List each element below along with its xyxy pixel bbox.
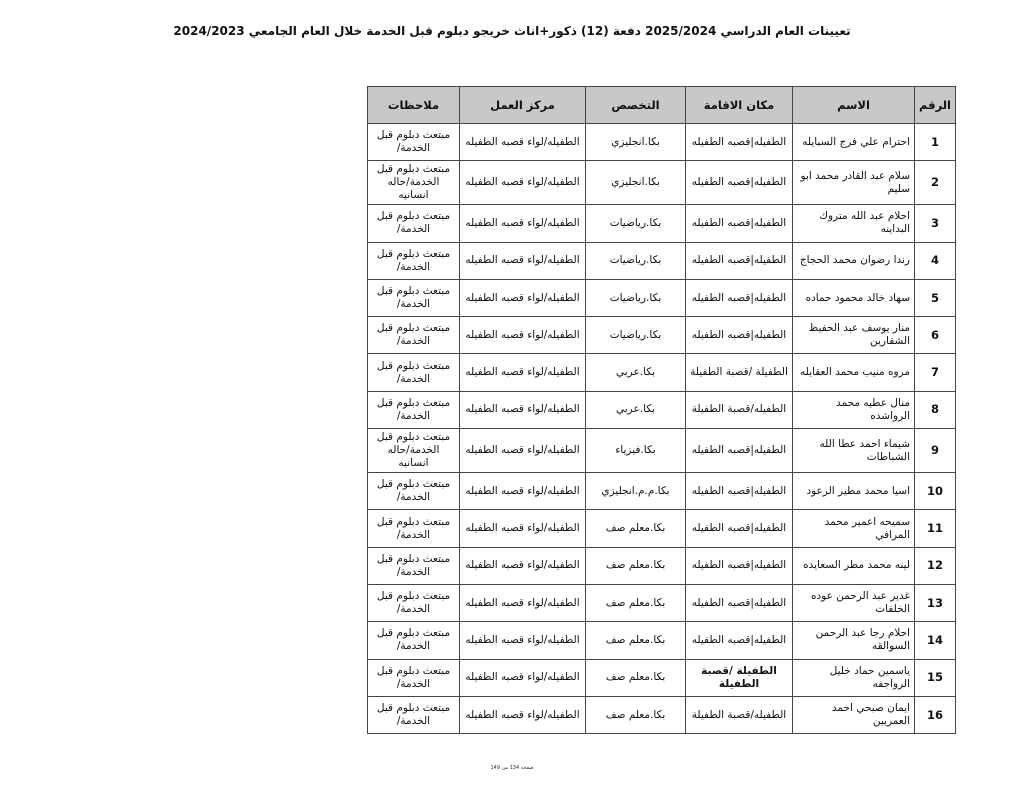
table-row bbox=[368, 584, 956, 621]
cell-residence: الطفيله|قصبه الطفيله bbox=[686, 547, 793, 584]
table-row bbox=[368, 279, 956, 316]
cell-number: 8 bbox=[915, 391, 956, 428]
cell-specialty: بكا.رياضيات bbox=[586, 242, 686, 279]
cell-notes: مبتعث دبلوم قبل الخدمة/ bbox=[368, 317, 460, 354]
cell-workplace: الطفيله/لواء قصبه الطفيله bbox=[460, 584, 586, 621]
appointments-table bbox=[367, 86, 956, 734]
cell-notes: مبتعث دبلوم قبل الخدمة/ bbox=[368, 473, 460, 510]
cell-specialty: بكا.رياضيات bbox=[586, 317, 686, 354]
page-title: تعيينات العام الدراسي 2025/2024 دفعة (12) ذكور+اناث خريجو دبلوم قبل الخدمة خلال العام الجامعي 2024/2023 bbox=[173, 24, 851, 38]
cell-residence: الطفيلة /قصبة الطفيلة bbox=[686, 659, 793, 696]
cell-residence: الطفيله|قصبه الطفيله bbox=[686, 242, 793, 279]
table-header-row bbox=[368, 87, 956, 124]
cell-workplace: الطفيله/لواء قصبه الطفيله bbox=[460, 429, 586, 473]
cell-specialty: بكا.انجليزي bbox=[586, 161, 686, 205]
table-row bbox=[368, 205, 956, 242]
cell-workplace: الطفيله/لواء قصبه الطفيله bbox=[460, 205, 586, 242]
cell-number: 5 bbox=[915, 279, 956, 316]
cell-workplace: الطفيله/لواء قصبه الطفيله bbox=[460, 242, 586, 279]
cell-specialty: بكا.معلم صف bbox=[586, 659, 686, 696]
cell-number: 7 bbox=[915, 354, 956, 391]
cell-specialty: بكا.رياضيات bbox=[586, 279, 686, 316]
cell-number: 6 bbox=[915, 317, 956, 354]
cell-specialty: بكا.رياضيات bbox=[586, 205, 686, 242]
cell-name: لينه محمد مطر السعايده bbox=[793, 547, 915, 584]
cell-workplace: الطفيله/لواء قصبه الطفيله bbox=[460, 622, 586, 659]
cell-workplace: الطفيله/لواء قصبه الطفيله bbox=[460, 317, 586, 354]
table-row bbox=[368, 547, 956, 584]
cell-residence: الطفيله|قصبه الطفيله bbox=[686, 473, 793, 510]
cell-notes: مبتعث دبلوم قبل الخدمة/ bbox=[368, 584, 460, 621]
table-row bbox=[368, 473, 956, 510]
header-number: الرقم bbox=[915, 87, 956, 124]
cell-specialty: بكا.معلم صف bbox=[586, 696, 686, 733]
cell-number: 16 bbox=[915, 696, 956, 733]
cell-notes: مبتعث دبلوم قبل الخدمة/ bbox=[368, 696, 460, 733]
cell-specialty: بكا.معلم صف bbox=[586, 584, 686, 621]
cell-number: 1 bbox=[915, 124, 956, 161]
cell-specialty: بكا.معلم صف bbox=[586, 547, 686, 584]
cell-workplace: الطفيله/لواء قصبه الطفيله bbox=[460, 124, 586, 161]
cell-residence: الطفيله|قصبه الطفيله bbox=[686, 279, 793, 316]
cell-name: مروه منيب محمد العقايله bbox=[793, 354, 915, 391]
cell-residence: الطفيله/قصبة الطفيلة bbox=[686, 391, 793, 428]
cell-notes: مبتعث دبلوم قبل الخدمة/حاله انسانيه bbox=[368, 161, 460, 205]
cell-notes: مبتعث دبلوم قبل الخدمة/ bbox=[368, 659, 460, 696]
cell-workplace: الطفيله/لواء قصبه الطفيله bbox=[460, 696, 586, 733]
table-row bbox=[368, 391, 956, 428]
cell-notes: مبتعث دبلوم قبل الخدمة/ bbox=[368, 391, 460, 428]
page-footer: صفحة 134 من 149 bbox=[490, 765, 534, 771]
table-row bbox=[368, 659, 956, 696]
cell-name: شيماء احمد عطا الله الشباطات bbox=[793, 429, 915, 473]
cell-residence: الطفيله/قصبة الطفيلة bbox=[686, 696, 793, 733]
cell-number: 14 bbox=[915, 622, 956, 659]
cell-notes: مبتعث دبلوم قبل الخدمة/ bbox=[368, 354, 460, 391]
cell-name: منار يوسف عبد الحفيظ الشقارين bbox=[793, 317, 915, 354]
cell-name: سهاد خالد محمود حماده bbox=[793, 279, 915, 316]
cell-specialty: بكا.معلم صف bbox=[586, 510, 686, 547]
cell-name: ايمان صبحي احمد العمريين bbox=[793, 696, 915, 733]
cell-notes: مبتعث دبلوم قبل الخدمة/ bbox=[368, 242, 460, 279]
cell-notes: مبتعث دبلوم قبل الخدمة/ bbox=[368, 124, 460, 161]
table-row bbox=[368, 317, 956, 354]
cell-workplace: الطفيله/لواء قصبه الطفيله bbox=[460, 473, 586, 510]
cell-name: احلام عبد الله متروك البداينه bbox=[793, 205, 915, 242]
cell-specialty: بكا.عربي bbox=[586, 391, 686, 428]
cell-number: 13 bbox=[915, 584, 956, 621]
cell-notes: مبتعث دبلوم قبل الخدمة/ bbox=[368, 510, 460, 547]
header-specialty: التخصص bbox=[586, 87, 686, 124]
table-row bbox=[368, 161, 956, 205]
cell-name: غدير عبد الرحمن عوده الخلفات bbox=[793, 584, 915, 621]
cell-specialty: بكا.انجليزي bbox=[586, 124, 686, 161]
cell-specialty: بكا.م.م.انجليزي bbox=[586, 473, 686, 510]
cell-notes: مبتعث دبلوم قبل الخدمة/ bbox=[368, 279, 460, 316]
table-row bbox=[368, 622, 956, 659]
cell-number: 10 bbox=[915, 473, 956, 510]
cell-residence: الطفيله|قصبه الطفيله bbox=[686, 584, 793, 621]
cell-residence: الطفيله|قصبه الطفيله bbox=[686, 510, 793, 547]
cell-number: 4 bbox=[915, 242, 956, 279]
cell-residence: الطفيله|قصبه الطفيله bbox=[686, 124, 793, 161]
header-name: الاسم bbox=[793, 87, 915, 124]
cell-specialty: بكا.معلم صف bbox=[586, 622, 686, 659]
cell-residence: الطفيله|قصبه الطفيله bbox=[686, 317, 793, 354]
cell-residence: الطفيله|قصبه الطفيله bbox=[686, 429, 793, 473]
cell-name: اسيا محمد مطير الرعود bbox=[793, 473, 915, 510]
cell-residence: الطفيله|قصبه الطفيله bbox=[686, 205, 793, 242]
cell-notes: مبتعث دبلوم قبل الخدمة/ bbox=[368, 205, 460, 242]
cell-name: منال عطيه محمد الرواشده bbox=[793, 391, 915, 428]
cell-name: احلام رجا عبد الرحمن السوالقه bbox=[793, 622, 915, 659]
header-workplace: مركز العمل bbox=[460, 87, 586, 124]
cell-workplace: الطفيله/لواء قصبه الطفيله bbox=[460, 547, 586, 584]
cell-number: 3 bbox=[915, 205, 956, 242]
cell-workplace: الطفيله/لواء قصبه الطفيله bbox=[460, 279, 586, 316]
cell-workplace: الطفيله/لواء قصبه الطفيله bbox=[460, 354, 586, 391]
cell-residence: الطفيلة /قصبة الطفيلة bbox=[686, 354, 793, 391]
header-notes: ملاحظات bbox=[368, 87, 460, 124]
cell-workplace: الطفيله/لواء قصبه الطفيله bbox=[460, 391, 586, 428]
cell-number: 15 bbox=[915, 659, 956, 696]
cell-notes: مبتعث دبلوم قبل الخدمة/حاله انسانيه bbox=[368, 429, 460, 473]
cell-residence: الطفيله|قصبه الطفيله bbox=[686, 622, 793, 659]
cell-name: سلام عبد القادر محمد ابو سليم bbox=[793, 161, 915, 205]
cell-specialty: بكا.فيزياء bbox=[586, 429, 686, 473]
header-residence: مكان الاقامة bbox=[686, 87, 793, 124]
cell-workplace: الطفيله/لواء قصبه الطفيله bbox=[460, 659, 586, 696]
cell-notes: مبتعث دبلوم قبل الخدمة/ bbox=[368, 547, 460, 584]
cell-workplace: الطفيله/لواء قصبه الطفيله bbox=[460, 161, 586, 205]
cell-number: 9 bbox=[915, 429, 956, 473]
cell-name: ياسمين حماد خليل الرواجفه bbox=[793, 659, 915, 696]
table-row bbox=[368, 696, 956, 733]
cell-workplace: الطفيله/لواء قصبه الطفيله bbox=[460, 510, 586, 547]
cell-number: 2 bbox=[915, 161, 956, 205]
table-row bbox=[368, 124, 956, 161]
cell-specialty: بكا.عربي bbox=[586, 354, 686, 391]
cell-number: 11 bbox=[915, 510, 956, 547]
table-row bbox=[368, 510, 956, 547]
cell-notes: مبتعث دبلوم قبل الخدمة/ bbox=[368, 622, 460, 659]
cell-residence: الطفيله|قصبه الطفيله bbox=[686, 161, 793, 205]
table-row bbox=[368, 354, 956, 391]
table-row bbox=[368, 429, 956, 473]
cell-name: سميحه اعمير محمد المرافي bbox=[793, 510, 915, 547]
table-row bbox=[368, 242, 956, 279]
cell-name: رندا رضوان محمد الحجاج bbox=[793, 242, 915, 279]
cell-name: احترام علي فرج السبايله bbox=[793, 124, 915, 161]
cell-number: 12 bbox=[915, 547, 956, 584]
